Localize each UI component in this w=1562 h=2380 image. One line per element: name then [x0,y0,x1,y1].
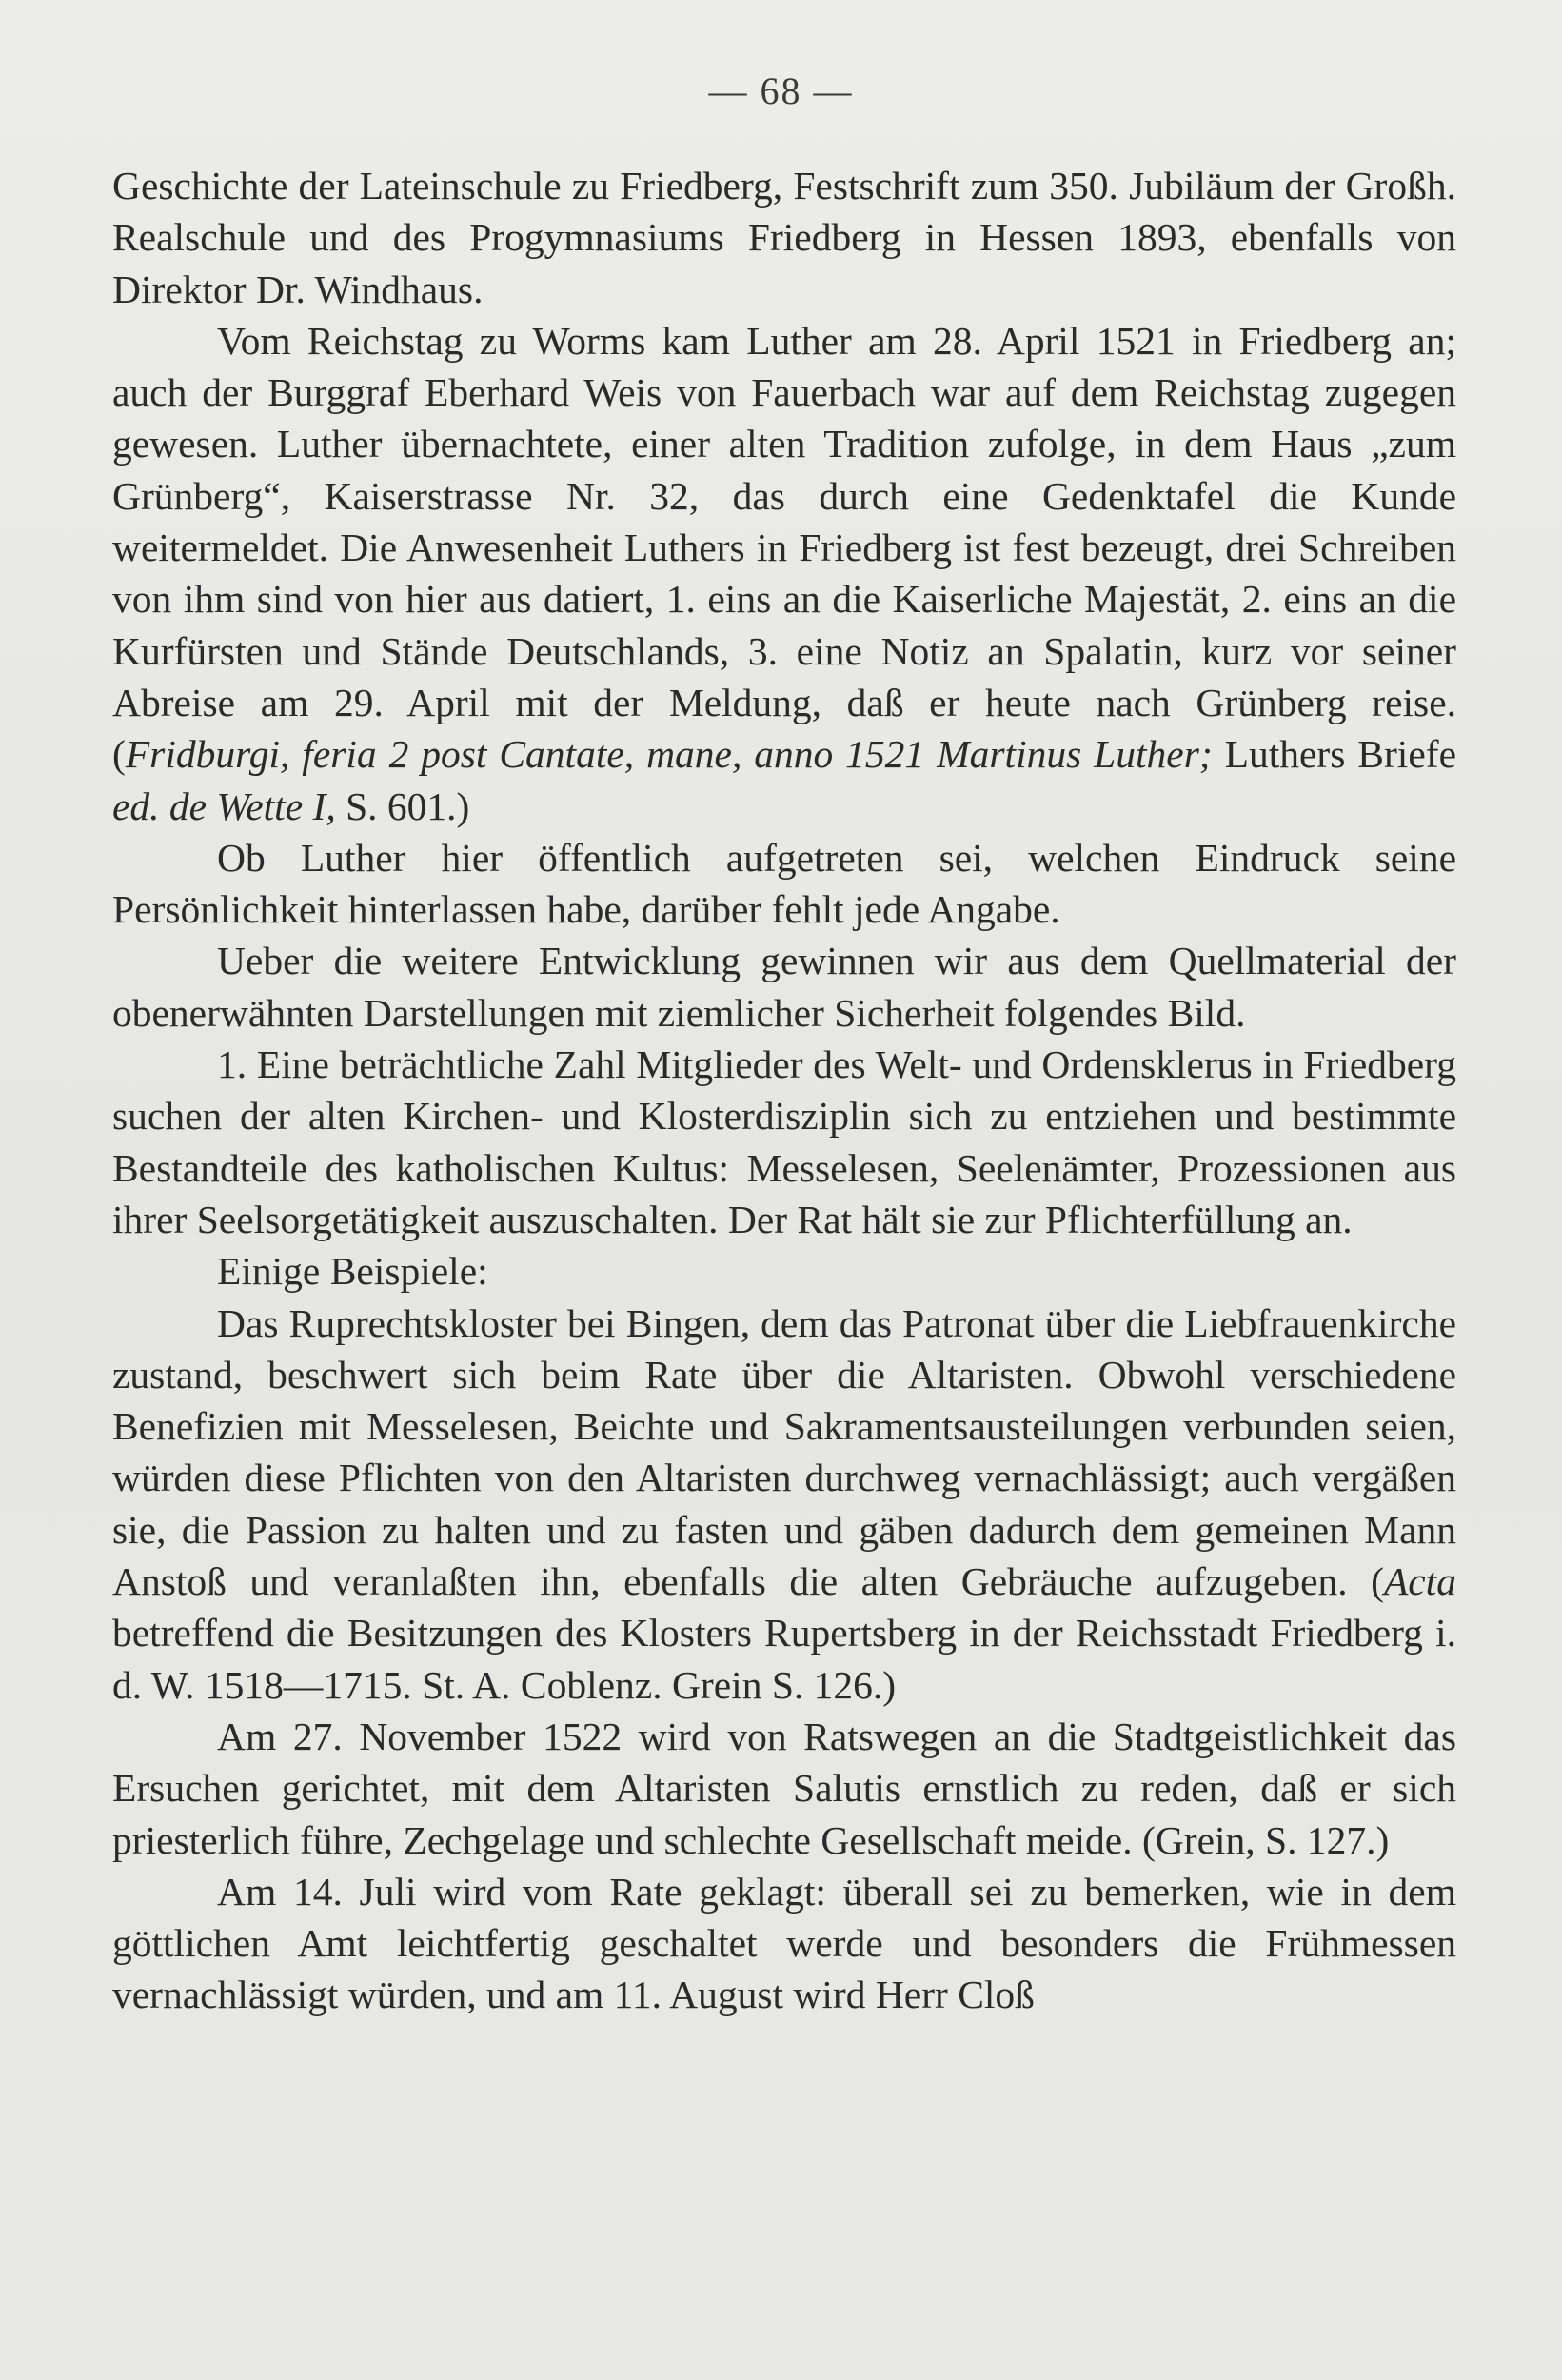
paragraph-6: Einige Beispiele: [217,1249,488,1294]
paragraph-8: Am 27. November 1522 wird von Ratswegen an die Stadtgeistlichkeit das Ersuchen gerichtet, mit dem Altaristen Salutis ernstlich zu reden, daß er sich priesterlich führe, Zechgelage und schlechte Gesellschaft meide. (Grein, S. 127.) [112,1714,1456,1862]
page-number: — 68 — [708,69,854,112]
paragraph-2-source: Luthers Briefe [1212,732,1456,777]
paragraph-5: 1. Eine beträchtliche Zahl Mitglieder des Welt- und Ordensklerus in Friedberg suchen der alten Kirchen- und Klosterdisziplin sich zu entziehen und bestimmte Bestandteile des katholischen Kultus: Messelesen, Seelenämter, Prozessionen aus ihrer Seelsorgetätigkeit auszuschalten. Der Rat hält sie zur Pflichterfüllung an. [112,1042,1456,1241]
paragraph-2-edition: ed. de Wette I, [112,783,336,828]
paragraph-7-acta: Acta [1383,1559,1456,1604]
paragraph-9: Am 14. Juli wird vom Rate geklagt: überall sei zu bemerken, wie in dem göttlichen Amt leichtfertig geschaltet werde und besonders die Frühmessen vernachlässigt würden, und am 11. August wird Herr Cloß [112,1869,1456,2017]
body-text [112,160,1456,2021]
paragraph-7-text: Das Ruprechtskloster bei Bingen, dem das Patronat über die Liebfrauenkirche zustand, beschwert sich beim Rate über die Altaristen. Obwohl verschiedene Benefizien mit Messelesen, Beichte und Sakramentsausteilungen verbunden seien, würden diese Pflichten von den Altaristen durchweg vernachlässigt; auch vergäßen sie, die Passion zu halten und zu fasten und gäben dadurch dem gemeinen Mann Anstoß und veranlaßten ihn, ebenfalls die alten Gebräuche aufzugeben. ( [112,1300,1456,1604]
paragraph-4: Ueber die weitere Entwicklung gewinnen wir aus dem Quellmaterial der obenerwähnten Darstellungen mit ziemlicher Sicherheit folgendes Bild. [112,939,1456,1035]
paragraph-7-end: betreffend die Besitzungen des Klosters Rupertsberg in der Reichsstadt Friedberg i. d. W. 1518—1715. St. A. Coblenz. Grein S. 126.) [112,1611,1456,1707]
paragraph-2-end: S. 601.) [335,783,470,828]
paragraph-2-text: Vom Reichstag zu Worms kam Luther am 28. April 1521 in Friedberg an; auch der Burggraf Eberhard Weis von Fauerbach war auf dem Reichstag zugegen gewesen. Luther übernachtete, einer alten Tradition zufolge, in dem Haus „zum Grünberg“, Kaiserstrasse Nr. 32, das durch eine Gedenktafel die Kunde weitermeldet. Die Anwesenheit Luthers in Friedberg ist fest bezeugt, drei Schreiben von ihm sind von hier aus datiert, 1. eins an die Kaiserliche Majestät, 2. eins an die Kurfürsten und Stände Deutschlands, 3. eine Notiz an Spalatin, kurz vor seiner Abreise am 29. April mit der Meldung, daß er heute nach Grünberg reise. ( [112,318,1456,777]
paragraph-7 [112,1298,1456,1711]
paragraph-2-latin-quote: Fridburgi, feria 2 post Cantate, mane, anno 1521 Martinus Luther; [125,732,1213,777]
paragraph-3: Ob Luther hier öffentlich aufgetreten sei, welchen Eindruck seine Persönlichkeit hinterlassen habe, darüber fehlt jede Angabe. [112,835,1456,932]
paragraph-2 [112,315,1456,832]
paragraph-1: Geschichte der Lateinschule zu Friedberg, Festschrift zum 350. Jubiläum der Großh. Realschule und des Progymnasiums Friedberg in Hessen 1893, ebenfalls von Direktor Dr. Windhaus. [112,164,1456,311]
